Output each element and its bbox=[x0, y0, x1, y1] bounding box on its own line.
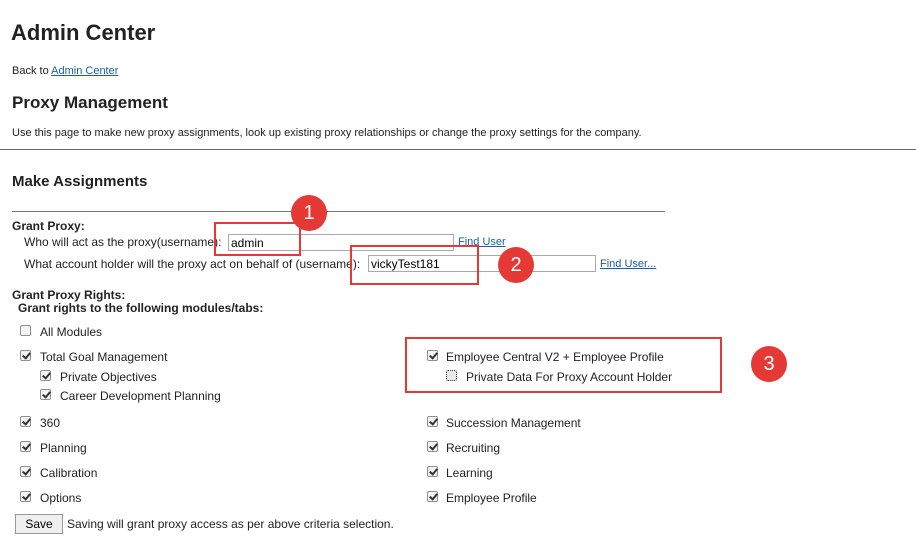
step-badge-3: 3 bbox=[751, 346, 787, 382]
ec-v2-label: Employee Central V2 + Employee Profile bbox=[446, 350, 664, 364]
planning-label: Planning bbox=[40, 441, 87, 455]
back-nav bbox=[12, 65, 118, 77]
calibration-checkbox[interactable] bbox=[20, 466, 31, 477]
options-label: Options bbox=[40, 491, 82, 505]
find-user-link-2[interactable]: Find User... bbox=[600, 258, 657, 270]
total-goal-label: Total Goal Management bbox=[40, 350, 168, 364]
make-assignments-title: Make Assignments bbox=[12, 173, 148, 190]
save-note: Saving will grant proxy access as per above criteria selection. bbox=[67, 517, 394, 531]
grant-proxy-label: Grant Proxy: bbox=[12, 219, 85, 233]
grant-rights-label: Grant Proxy Rights: bbox=[12, 288, 126, 302]
recruiting-label: Recruiting bbox=[446, 441, 501, 455]
step-badge-2: 2 bbox=[498, 247, 534, 283]
private-objectives-checkbox[interactable] bbox=[40, 370, 51, 381]
all-modules-checkbox[interactable] bbox=[20, 325, 31, 336]
find-user-link-1[interactable]: Find User bbox=[458, 236, 506, 248]
options-checkbox[interactable] bbox=[20, 491, 31, 502]
divider bbox=[0, 149, 916, 150]
360-label: 360 bbox=[40, 416, 61, 430]
holder-question: What account holder will the proxy act on behalf of (username): bbox=[24, 257, 361, 271]
grant-rights-subtitle: Grant rights to the following modules/tabs: bbox=[18, 301, 264, 315]
succession-checkbox[interactable] bbox=[427, 416, 438, 427]
learning-checkbox[interactable] bbox=[427, 466, 438, 477]
employee-profile-label: Employee Profile bbox=[446, 491, 537, 505]
planning-checkbox[interactable] bbox=[20, 441, 31, 452]
divider-short bbox=[12, 211, 665, 212]
private-data-label: Private Data For Proxy Account Holder bbox=[466, 370, 673, 384]
total-goal-checkbox[interactable] bbox=[20, 350, 31, 361]
career-dev-label: Career Development Planning bbox=[60, 389, 221, 403]
save-button[interactable]: Save bbox=[15, 514, 63, 534]
admin-center-link[interactable]: Admin Center bbox=[51, 65, 119, 77]
highlight-box-1 bbox=[214, 222, 301, 256]
page-title: Admin Center bbox=[11, 20, 156, 45]
private-objectives-label: Private Objectives bbox=[60, 370, 157, 384]
back-prefix: Back to bbox=[12, 65, 49, 77]
section-title: Proxy Management bbox=[12, 93, 168, 112]
highlight-box-3 bbox=[405, 337, 722, 393]
highlight-box-2 bbox=[350, 245, 479, 285]
proxy-question: Who will act as the proxy(username): bbox=[24, 235, 222, 249]
all-modules-label: All Modules bbox=[40, 325, 103, 339]
step-badge-1: 1 bbox=[291, 195, 327, 231]
recruiting-checkbox[interactable] bbox=[427, 441, 438, 452]
360-checkbox[interactable] bbox=[20, 416, 31, 427]
calibration-label: Calibration bbox=[40, 466, 98, 480]
learning-label: Learning bbox=[446, 466, 493, 480]
succession-label: Succession Management bbox=[446, 416, 581, 430]
career-dev-checkbox[interactable] bbox=[40, 389, 51, 400]
employee-profile-checkbox[interactable] bbox=[427, 491, 438, 502]
page-description: Use this page to make new proxy assignments, look up existing proxy relationships or change the proxy settings for the company. bbox=[12, 127, 642, 139]
